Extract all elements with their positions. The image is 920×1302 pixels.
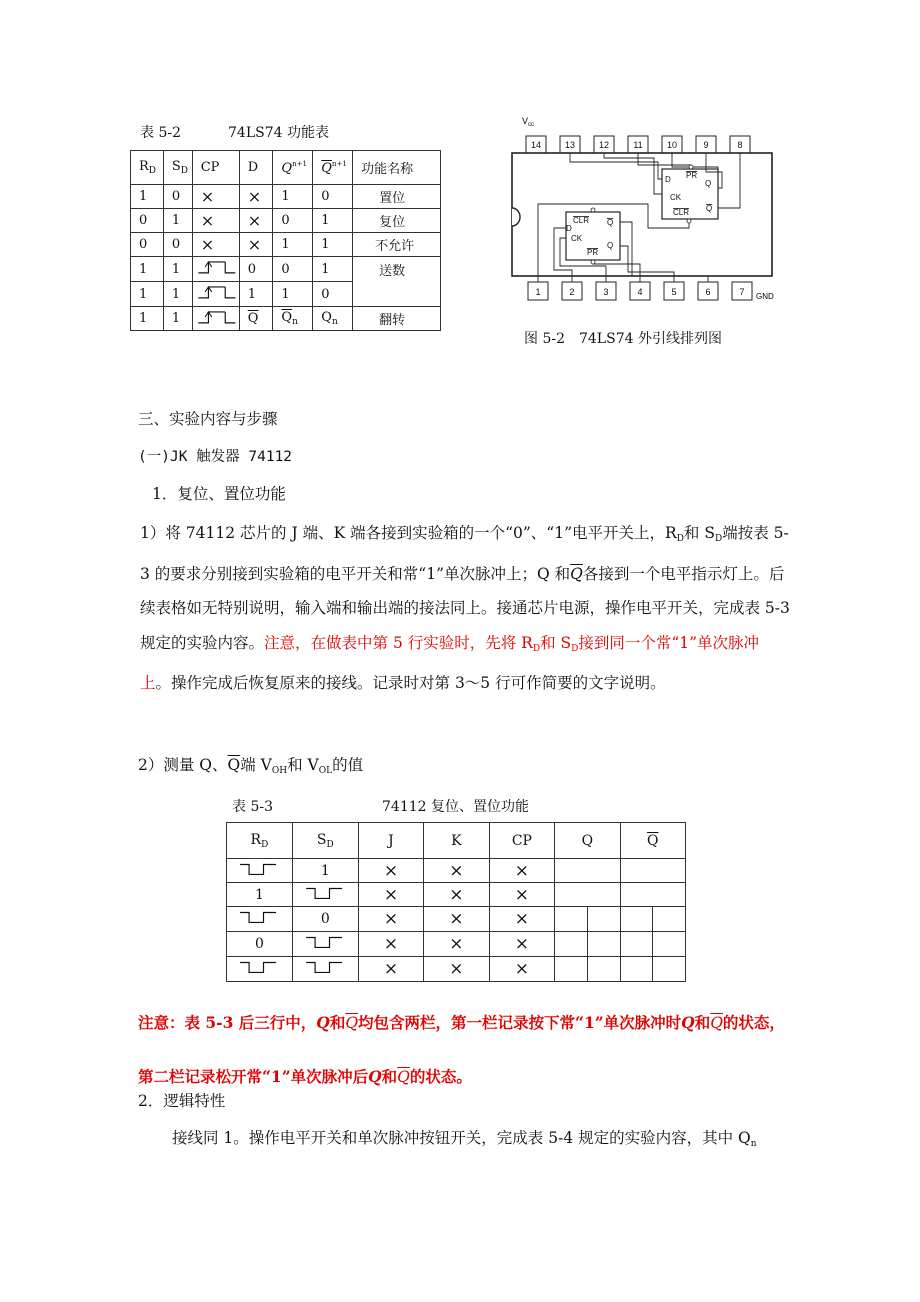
- table-row: [131, 257, 441, 282]
- ff2-q-label: Q: [607, 241, 614, 250]
- cell-q-pressed: [555, 932, 588, 957]
- cell-q: 1: [273, 282, 313, 307]
- header-q-next: $Q^{n+1}$: [273, 151, 313, 185]
- red-note: 注意：表 5-3 后三行中，Q和$\overline{Q}$均包含两栏，第一栏记录按下常“1”单次脉冲时Q和$\overline{Q}$的状态，第二栏记录松开常“1”单次脉冲后Q和$\overline{Q}$的状态。: [138, 1013, 785, 1086]
- cell-qbar: 1: [313, 233, 353, 257]
- cell-rd-negative-pulse: [227, 859, 293, 883]
- cell-q: 1: [273, 233, 313, 257]
- cell-q-record: [555, 883, 620, 907]
- cell-qbar-record: [620, 859, 685, 883]
- table-5-2: [130, 150, 441, 331]
- cell-d: ×: [239, 185, 273, 209]
- cell-qbar-released: [653, 907, 686, 932]
- table-5-2-caption-title: 74LS74 功能表: [228, 125, 329, 141]
- cell-k: ×: [424, 859, 489, 883]
- table-5-3-caption-title: 74112 复位、置位功能: [382, 799, 529, 815]
- cell-sd: 1: [163, 209, 192, 233]
- cell-sd-negative-pulse: [292, 932, 358, 957]
- header-sd: $S_D$: [163, 151, 192, 185]
- pin-6-label: 6: [705, 287, 711, 297]
- negative-pulse-icon: [299, 884, 351, 902]
- negative-pulse-icon: [233, 958, 285, 976]
- cell-q: $\overline{Q}_n$: [273, 307, 313, 331]
- ff1-d-label: D: [665, 175, 671, 184]
- cell-rd: 0: [131, 209, 164, 233]
- cell-j: ×: [358, 859, 423, 883]
- ff2-pr-label: PR: [587, 248, 599, 257]
- cell-function-name: 置位: [353, 185, 441, 209]
- cell-d: ×: [239, 209, 273, 233]
- pin-2-label: 2: [569, 287, 575, 297]
- header-qbar-next: $\overline{Q}^{n+1}$: [313, 151, 353, 185]
- pin-11-label: 11: [633, 140, 643, 150]
- negative-pulse-icon: [299, 958, 351, 976]
- cell-qbar-released: [653, 932, 686, 957]
- cell-function-name: 复位: [353, 209, 441, 233]
- cell-sd: 1: [292, 859, 358, 883]
- cell-q-released: [587, 957, 620, 982]
- cell-rd-negative-pulse: [227, 907, 293, 932]
- table-row: [131, 209, 441, 233]
- rising-edge-pulse-icon: [195, 308, 237, 326]
- header-qbar: $\overline{Q}$: [620, 823, 685, 859]
- pin-8-label: 8: [737, 140, 743, 150]
- table-5-3-caption-number: 表 5-3: [232, 799, 273, 815]
- cell-sd-negative-pulse: [292, 957, 358, 982]
- warning-text: 注意，在做表中第 5 行实验时，先将 $R_D$和 $S_D$接到同一个常“1”单次脉冲上: [140, 633, 760, 692]
- cell-sd: 0: [163, 185, 192, 209]
- cell-q: 0: [273, 209, 313, 233]
- ff2-ck-label: CK: [571, 234, 583, 243]
- internal-wiring: [538, 153, 740, 282]
- cell-sd: 1: [163, 282, 192, 307]
- table-row: [131, 185, 441, 209]
- cell-rd: 1: [131, 257, 164, 282]
- header-k: K: [424, 823, 489, 859]
- cell-rd: 0: [131, 233, 164, 257]
- pin-12-label: 12: [598, 140, 610, 150]
- cell-sd-negative-pulse: [292, 883, 358, 907]
- cell-k: ×: [424, 932, 489, 957]
- cell-qbar-record: [620, 883, 685, 907]
- cell-q-released: [587, 932, 620, 957]
- cell-rd: 1: [131, 307, 164, 331]
- pin-7-label: 7: [739, 287, 745, 297]
- ff2-qbar-label: Q: [607, 218, 614, 227]
- paragraph-1: 1）将 74112 芯片的 J 端、K 端各接到实验箱的一个“0”、“1”电平开关上，$R_D$和 $S_D$端按表 5-3 的要求分别接到实验箱的电平开关和常“1”单次脉冲上；Q 和$\overline{Q}$各接到一个电平指示灯上。后续表格如无特别说明，输入端和输出端的接法同上。接通芯片电源，操作电平开关，完成表 5-3 规定的实验内容。注意，在做表中第 5 行实验时，先将 $R_D$和 $S_D$接到同一个常“1”单次脉冲上。操作完成后恢复原来的接线。记录时对第 3～5 行可作简要的文字说明。: [140, 524, 790, 692]
- paragraph-3: 接线同 1。操作电平开关和单次脉冲按钮开关，完成表 5-4 规定的实验内容，其中 $Q_n$: [172, 1129, 757, 1149]
- pin-9-label: 9: [703, 140, 709, 150]
- cell-cp: ×: [192, 233, 239, 257]
- subsection-heading: (一)JK 触发器 74112: [138, 449, 293, 465]
- header-d: D: [239, 151, 273, 185]
- ff1-clr-label: CLR: [673, 208, 690, 217]
- cell-q: 0: [273, 257, 313, 282]
- cell-qbar-pressed: [620, 957, 653, 982]
- cell-d: ×: [239, 233, 273, 257]
- item-1-heading: 1．复位、置位功能: [152, 485, 286, 503]
- cell-qbar: 0: [313, 282, 353, 307]
- pin-14-label: 14: [530, 140, 542, 150]
- figure-5-2-caption: 图 5-2 74LS74 外引线排列图: [524, 331, 722, 347]
- cell-cp: ×: [192, 185, 239, 209]
- header-cp: CP: [489, 823, 555, 859]
- cell-qbar: 0: [313, 185, 353, 209]
- cell-rd: 1: [131, 185, 164, 209]
- pin-5-label: 5: [671, 287, 677, 297]
- table-row: [227, 907, 686, 932]
- cell-cp: ×: [192, 209, 239, 233]
- cell-k: ×: [424, 883, 489, 907]
- cell-j: ×: [358, 932, 423, 957]
- header-j: J: [358, 823, 423, 859]
- cell-cp: ×: [489, 957, 555, 982]
- cell-q-record: [555, 859, 620, 883]
- ff1-qbar-label: Q: [706, 204, 713, 213]
- cell-q-released: [587, 907, 620, 932]
- ff2-d-label: D: [566, 224, 572, 233]
- header-function-name: 功能名称: [353, 151, 441, 185]
- cell-cp: ×: [489, 883, 555, 907]
- ff2-clr-label: CLR: [573, 216, 590, 225]
- gnd-label: GND: [756, 292, 774, 301]
- cell-cp-rising-edge: [192, 282, 239, 307]
- table-5-3: [226, 822, 686, 982]
- negative-pulse-icon: [299, 933, 351, 951]
- cell-d: 0: [239, 257, 273, 282]
- rising-edge-pulse-icon: [195, 258, 237, 276]
- header-q: Q: [555, 823, 620, 859]
- cell-rd: 1: [227, 883, 293, 907]
- pin-1-label: 1: [535, 287, 541, 297]
- cell-cp-rising-edge: [192, 307, 239, 331]
- paragraph-2: 2）测量 Q、$\overline{Q}$端 $V_{OH}$和 $V_{OL}$的值: [138, 756, 364, 776]
- chip-body: [512, 153, 772, 276]
- ff1-pr-label: PR: [686, 171, 698, 180]
- figure-5-2-pinout-diagram: [508, 112, 776, 308]
- cell-sd: 0: [292, 907, 358, 932]
- cell-function-name: 翻转: [353, 307, 441, 331]
- cell-k: ×: [424, 957, 489, 982]
- cell-qbar-pressed: [620, 932, 653, 957]
- cell-j: ×: [358, 957, 423, 982]
- table-row: [227, 883, 686, 907]
- table-header-row: [131, 151, 441, 185]
- header-rd: $R_D$: [131, 151, 164, 185]
- header-rd: $R_D$: [227, 823, 293, 859]
- pin-13-label: 13: [564, 140, 576, 150]
- table-row: [227, 859, 686, 883]
- cell-sd: 1: [163, 257, 192, 282]
- cell-qbar: 1: [313, 209, 353, 233]
- cell-j: ×: [358, 907, 423, 932]
- cell-cp: ×: [489, 907, 555, 932]
- header-sd: $S_D$: [292, 823, 358, 859]
- table-5-2-caption-number: 表 5-2: [140, 125, 181, 141]
- cell-function-name: 不允许: [353, 233, 441, 257]
- cell-d: 1: [239, 282, 273, 307]
- negative-pulse-icon: [233, 860, 285, 878]
- cell-q-pressed: [555, 957, 588, 982]
- cell-d: $\overline{Q}$: [239, 307, 273, 331]
- table-row: [131, 233, 441, 257]
- item-2-heading: 2．逻辑特性: [138, 1092, 226, 1110]
- cell-sd: 0: [163, 233, 192, 257]
- pin-4-label: 4: [637, 287, 643, 297]
- ff1-q-label: Q: [705, 179, 712, 188]
- cell-q: 1: [273, 185, 313, 209]
- cell-cp: ×: [489, 932, 555, 957]
- vcc-label: $V_{cc}$: [522, 116, 535, 128]
- cell-q-pressed: [555, 907, 588, 932]
- cell-qbar-pressed: [620, 907, 653, 932]
- header-cp: CP: [192, 151, 239, 185]
- table-row: [227, 957, 686, 982]
- cell-rd: 0: [227, 932, 293, 957]
- ff1-ck-label: CK: [670, 193, 682, 202]
- cell-cp-rising-edge: [192, 257, 239, 282]
- chip-notch: [512, 208, 520, 226]
- rising-edge-pulse-icon: [195, 283, 237, 301]
- pin-10-label: 10: [666, 140, 678, 150]
- table-row: [227, 932, 686, 957]
- negative-pulse-icon: [233, 908, 285, 926]
- cell-rd: 1: [131, 282, 164, 307]
- cell-function-name: 送数: [353, 257, 441, 307]
- table-row: [131, 307, 441, 331]
- cell-k: ×: [424, 907, 489, 932]
- cell-qbar-released: [653, 957, 686, 982]
- cell-cp: ×: [489, 859, 555, 883]
- cell-rd-negative-pulse: [227, 957, 293, 982]
- cell-qbar: $Q_n$: [313, 307, 353, 331]
- cell-sd: 1: [163, 307, 192, 331]
- cell-j: ×: [358, 883, 423, 907]
- cell-qbar: 1: [313, 257, 353, 282]
- pin-3-label: 3: [603, 287, 609, 297]
- section-heading: 三、实验内容与步骤: [138, 410, 278, 428]
- table-header-row: [227, 823, 686, 859]
